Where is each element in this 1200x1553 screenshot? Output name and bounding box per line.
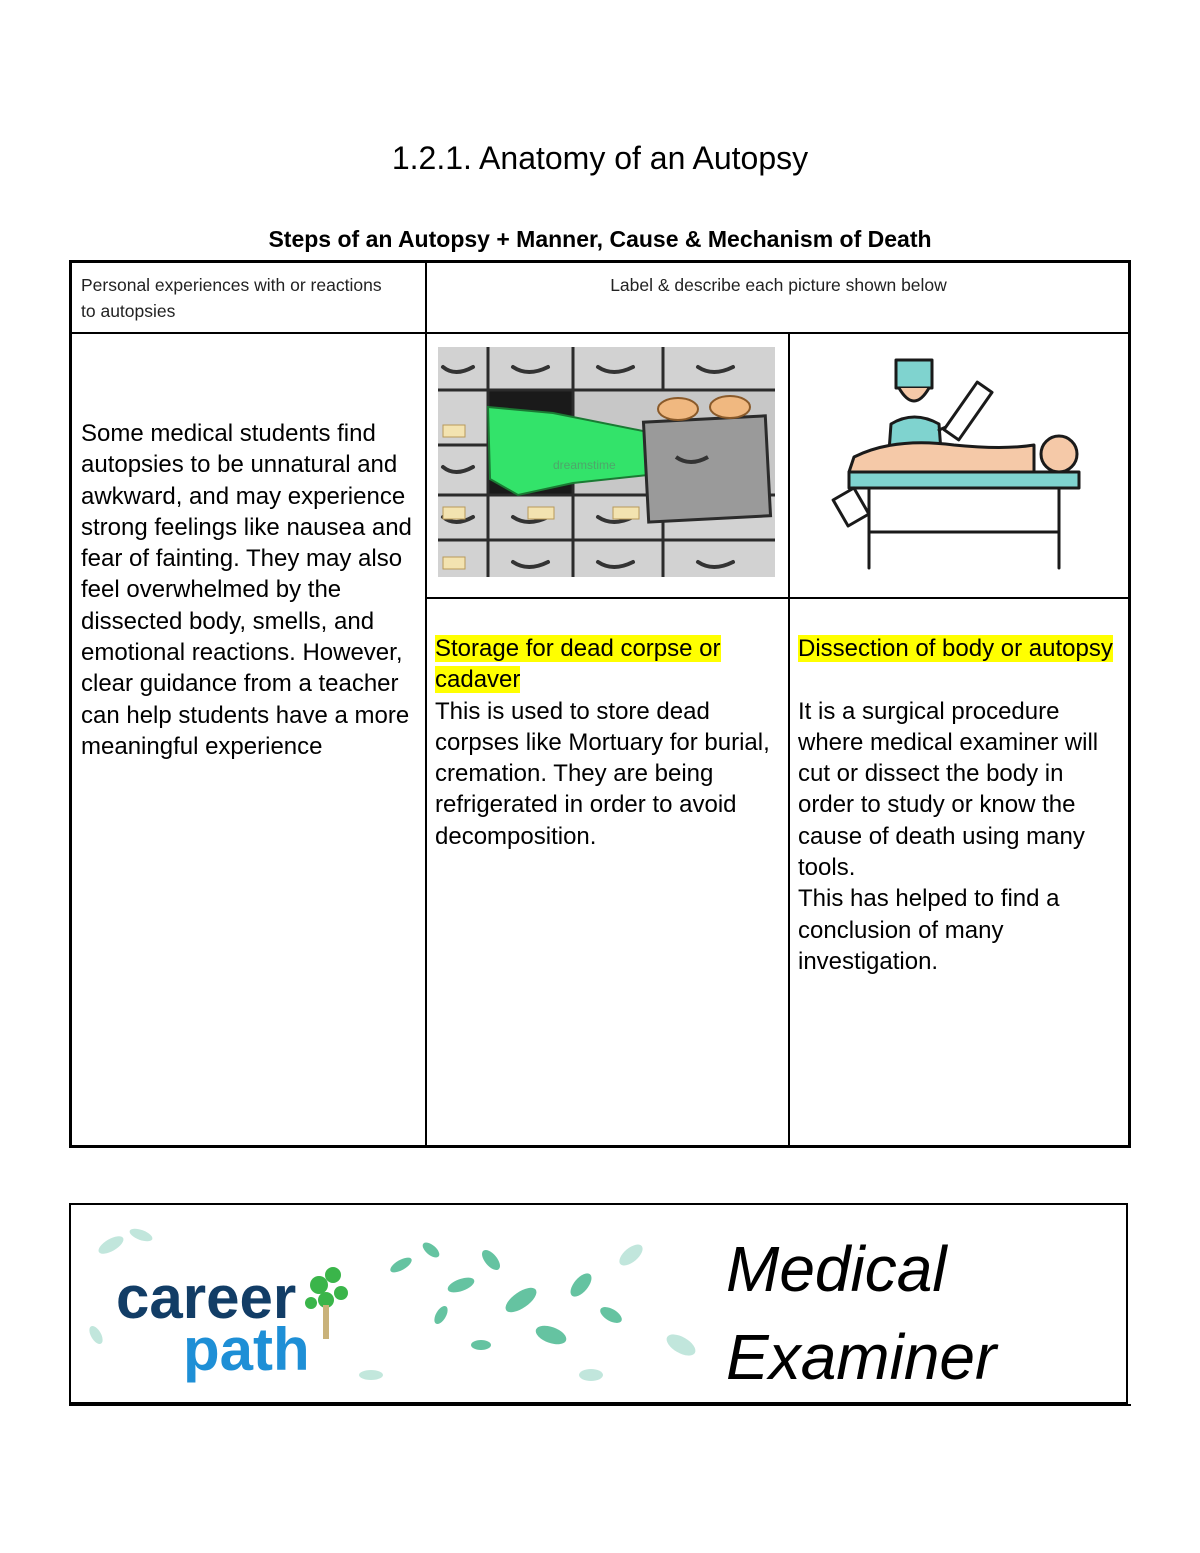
page-title: 1.2.1. Anatomy of an Autopsy	[391, 140, 809, 176]
dissection-description: It is a surgical procedure where medical examiner will cut or dissect the body in order to study or know the cause of death using many tools.	[798, 697, 1099, 882]
autopsy-surgeon-icon	[829, 352, 1109, 577]
personal-experience-text: Some medical students find autopsies to be unnatural and awkward, and may experience strong feelings like nausea and fear of fainting. They may also feel overwhelmed by the dissected body, smells, and emotional reactions. However, clear guidance from a teacher can help students have a more meaningful experience	[81, 420, 412, 760]
svg-text:dreamstime: dreamstime	[553, 458, 616, 472]
image-row-divider	[425, 597, 1131, 599]
autopsy-table	[69, 260, 1131, 1148]
header-personal-experiences: Personal experiences with or reactions to autopsies	[81, 275, 382, 321]
table-border-top	[69, 260, 1131, 263]
banner-title	[726, 1225, 996, 1401]
career-path-banner	[69, 1203, 1128, 1404]
table-subtitle: Steps of an Autopsy + Manner, Cause & Mechanism of Death	[268, 226, 932, 252]
banner-title-line2: Examiner	[726, 1321, 997, 1393]
logo-path: path	[183, 1316, 310, 1383]
banner-bottom-rule	[69, 1404, 1131, 1406]
table-border-right	[1128, 260, 1131, 1148]
column-divider-2	[788, 332, 790, 1148]
dissection-label: Dissection of body or autopsy	[798, 635, 1113, 662]
header-divider	[69, 332, 1131, 334]
storage-label: Storage for dead corpse or cadaver	[435, 635, 721, 694]
table-border-bottom	[69, 1145, 1131, 1148]
header-label-describe: Label & describe each picture shown below	[610, 275, 947, 295]
storage-description-block	[435, 633, 780, 852]
storage-description: This is used to store dead corpses like Mortuary for burial, cremation. They are being refrigerated in order to avoid decomposition.	[435, 697, 770, 850]
column-divider-1	[425, 260, 427, 1148]
morgue-drawers-image	[438, 347, 775, 577]
dissection-description-block	[798, 633, 1123, 977]
dissection-description-2: This has helped to find a conclusion of many investigation.	[798, 885, 1060, 975]
banner-title-line1: Medical	[726, 1233, 947, 1305]
table-border-left	[69, 260, 72, 1148]
logo-career: career	[116, 1264, 297, 1331]
